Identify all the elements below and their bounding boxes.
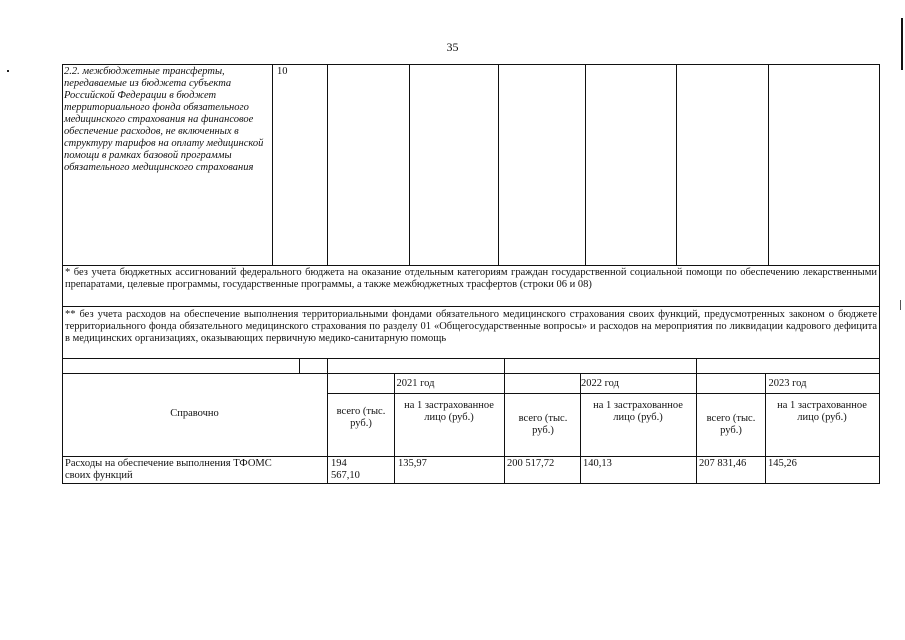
col-per-insured-2023: на 1 застрахованное лицо (руб.)	[777, 400, 867, 423]
year-2021-header: 2021 год	[396, 378, 435, 389]
col-total-2021: всего (тыс. руб.)	[336, 406, 386, 429]
col-total-2023: всего (тыс. руб.)	[706, 413, 756, 436]
value-2021-total: 194 567,10	[331, 458, 360, 481]
row-label-tfoms-expenses: Расходы на обеспечение выполнения ТФОМС своих функций	[65, 458, 272, 481]
col-per-insured-2021: на 1 застрахованное лицо (руб.)	[404, 400, 494, 423]
transfer-row-number: 10	[277, 66, 288, 77]
reference-header-label: Справочно	[170, 408, 219, 419]
value-2022-per-insured: 140,13	[583, 458, 612, 469]
value-2023-total: 207 831,46	[699, 458, 747, 469]
scan-speck	[7, 70, 9, 72]
value-2023-per-insured: 145,26	[768, 458, 797, 469]
col-total-2022: всего (тыс. руб.)	[518, 413, 568, 436]
value-2021-per-insured: 135,97	[398, 458, 427, 469]
scan-edge-mark	[901, 18, 903, 70]
footnote-2: ** без учета расходов на обеспечение выполнения территориальными фондами обязательного медицинского страхования своих функций, предусмотренных законом о бюджете территориального фонда обязательного медицинского страхования по разделу 01 «Общегосударственные вопросы» и расходов на мероприятия по ликвидации кадрового дефицита в медицинских организациях, оказывающих первичную медико-санитарную помощь	[65, 309, 877, 344]
transfer-row-label: 2.2. межбюджетные трансферты, передаваемые из бюджета субъекта Российской Федерации в бюджет территориального фонда обязательного медицинского страхования на финансовое обеспечение расходов, не включенных в структуру тарифов на оплату медицинской помощи в рамках базовой программы обязательного медицинского страхования	[64, 66, 264, 173]
page-number: 35	[446, 40, 459, 54]
year-2023-header: 2023 год	[768, 378, 807, 389]
footnote-1: * без учета бюджетных ассигнований федерального бюджета на оказание отдельным категориям граждан государственной социальной помощи по обеспечению лекарственными препаратами, целевые программы, государственные программы, а также межбюджетных трасфертов (строки 06 и 08)	[65, 267, 877, 290]
value-2022-total: 200 517,72	[507, 458, 555, 469]
scan-edge-mark-lower	[900, 300, 901, 310]
col-per-insured-2022: на 1 застрахованное лицо (руб.)	[593, 400, 683, 423]
year-2022-header: 2022 год	[581, 378, 619, 389]
